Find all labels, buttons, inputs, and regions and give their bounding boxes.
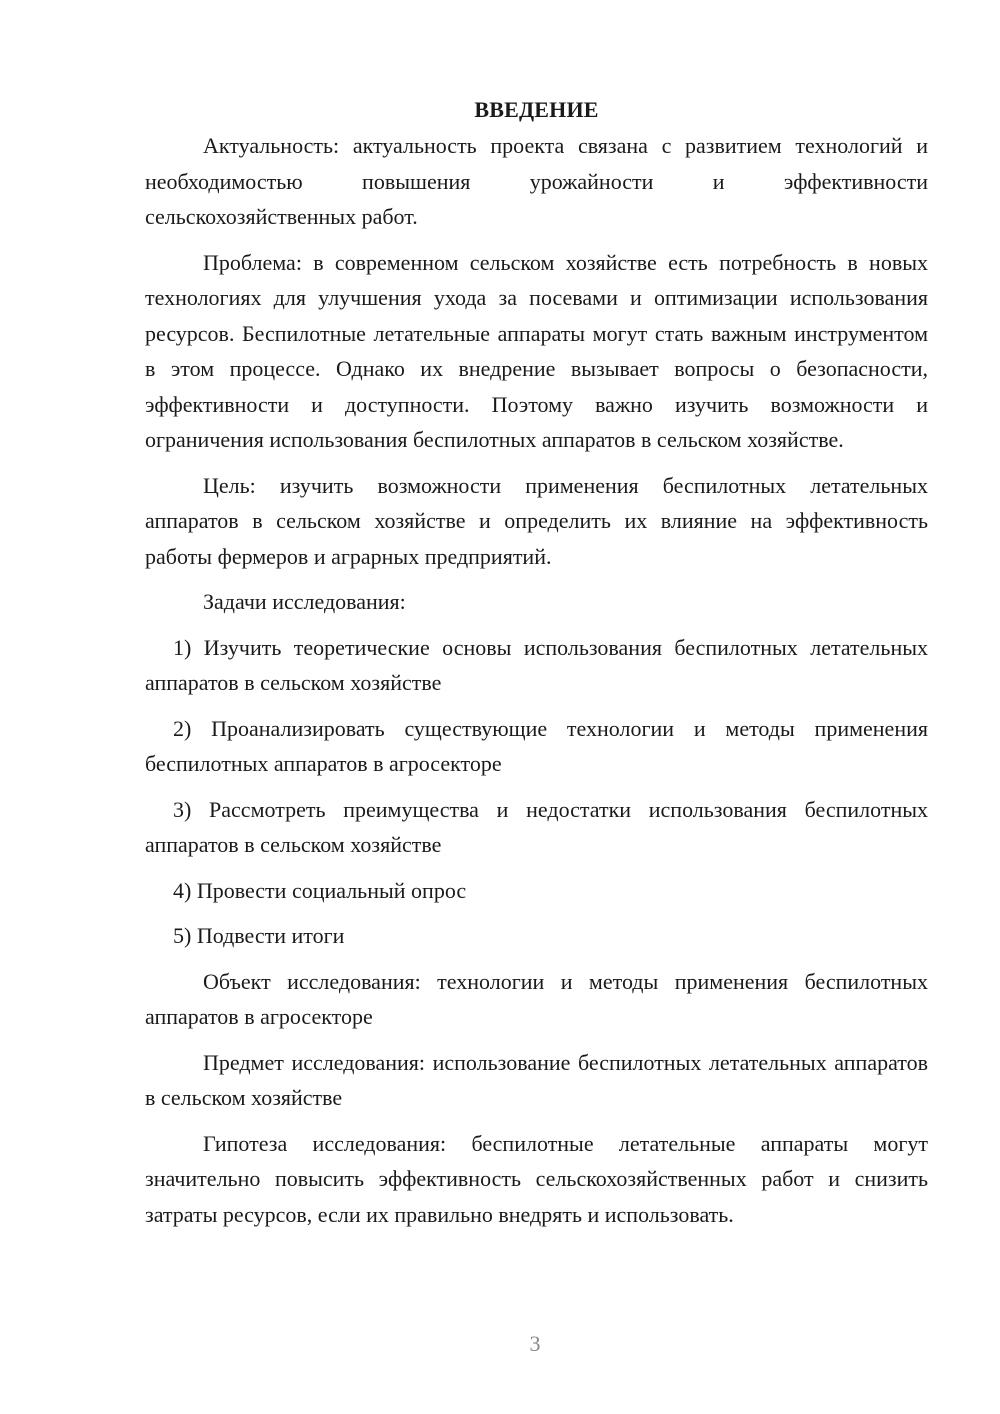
page-number: 3 [529, 1331, 541, 1356]
relevance-paragraph: Актуальность: актуальность проекта связана с развитием технологий и необходимостью повышения урожайности и эффективности сельскохозяйственных работ. [145, 133, 928, 229]
goal-paragraph: Цель: изучить возможности применения беспилотных летательных аппаратов в сельском хозяйстве и определить их влияние на эффективность работы фермеров и аграрных предприятий. [145, 472, 928, 569]
subject-paragraph: Предмет исследования: использование беспилотных летательных аппаратов в сельском хозяйстве [145, 1049, 928, 1110]
task-item-1: 1) Изучить теоретические основы использования беспилотных летательных аппаратов в сельском хозяйстве [145, 634, 928, 695]
document-page [145, 92, 928, 1232]
section-heading: ВВЕДЕНИЕ [474, 97, 599, 122]
tasks-title: Задачи исследования: [203, 589, 406, 614]
problem-paragraph: Проблема: в современном сельском хозяйстве есть потребность в новых технологиях для улучшения ухода за посевами и оптимизации использования ресурсов. Беспилотные летательные аппараты могут стать важным инструментом в этом процессе. Однако их внедрение вызывает вопросы о безопасности, эффективности и доступности. Поэтому важно изучить возможности и ограничения использования беспилотных аппаратов в сельском хозяйстве. [145, 249, 928, 452]
object-paragraph: Объект исследования: технологии и методы применения беспилотных аппаратов в агросекторе [145, 968, 928, 1029]
task-item-4: 4) Провести социальный опрос [173, 877, 467, 903]
task-item-3: 3) Рассмотреть преимущества и недостатки использования беспилотных аппаратов в сельском хозяйстве [145, 796, 928, 857]
hypothesis-paragraph: Гипотеза исследования: беспилотные летательные аппараты могут значительно повысить эффективность сельскохозяйственных работ и снизить затраты ресурсов, если их правильно внедрять и использовать. [145, 1130, 928, 1227]
task-item-2: 2) Проанализировать существующие технологии и методы применения беспилотных аппаратов в агросекторе [145, 715, 928, 776]
task-item-5: 5) Подвести итоги [173, 923, 345, 948]
